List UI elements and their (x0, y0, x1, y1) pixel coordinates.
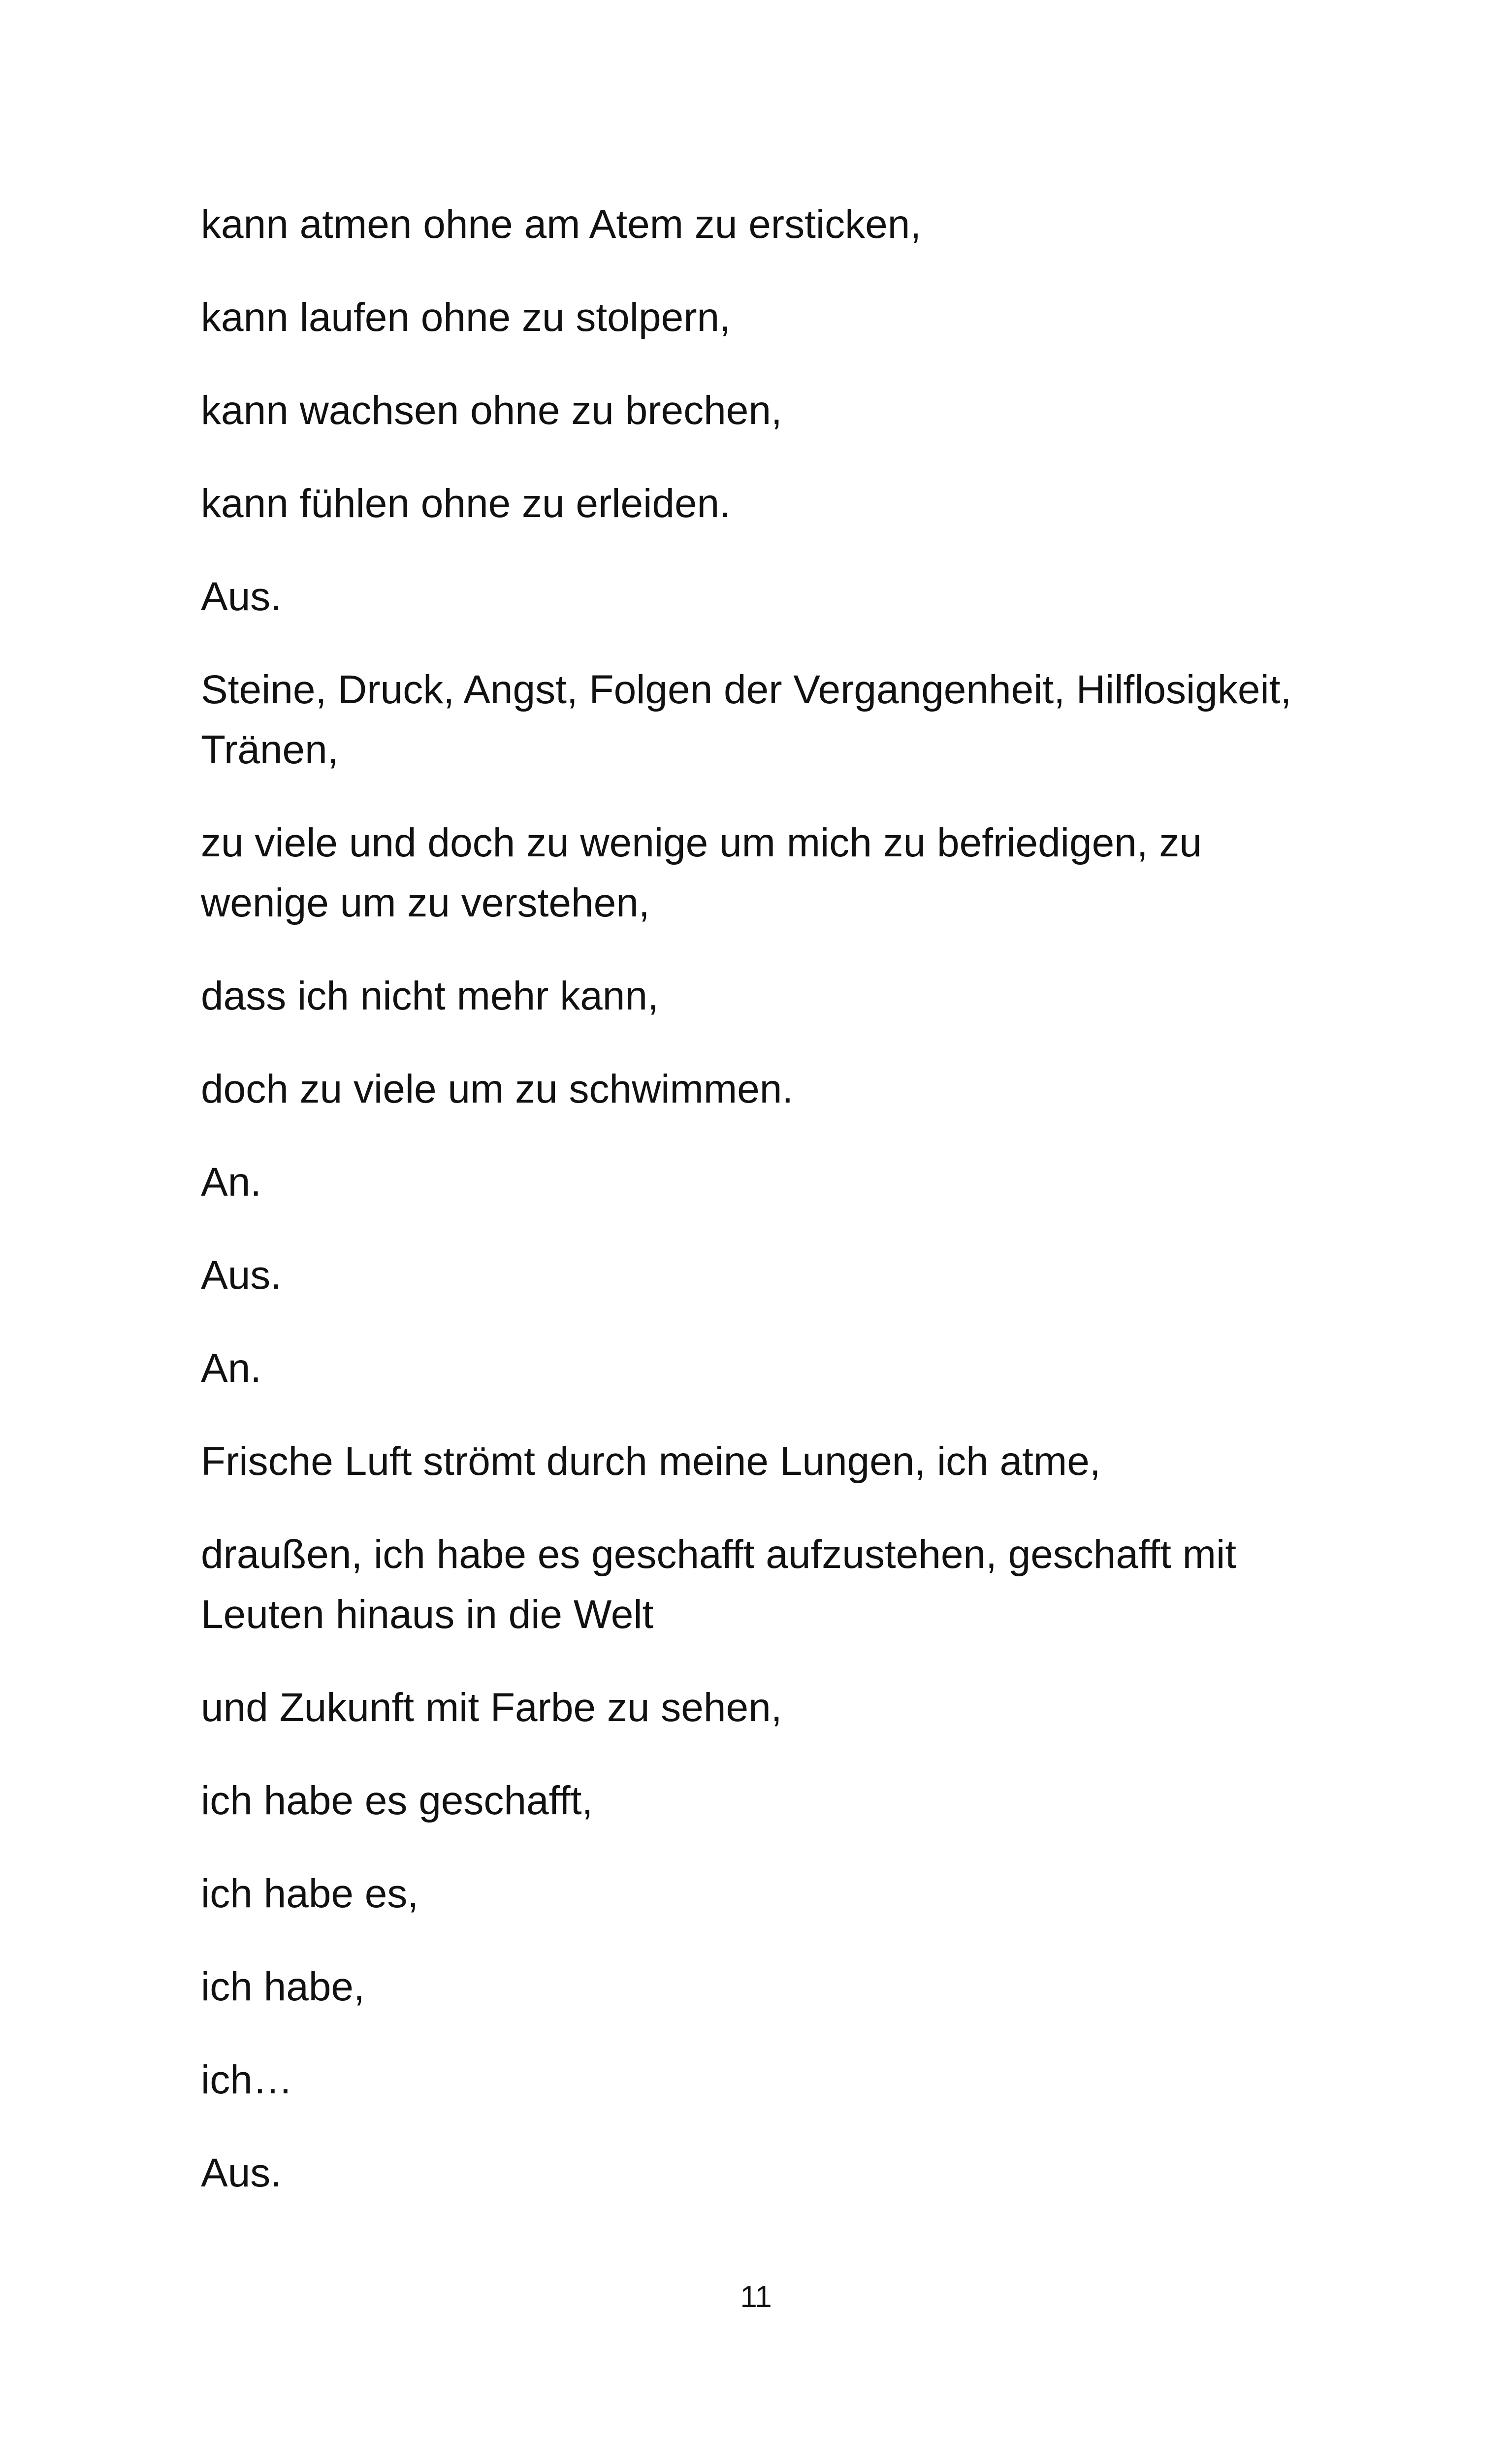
poem-line: An. (201, 1346, 262, 1391)
poem-line: Steine, Druck, Angst, Folgen der Vergangenheit, Hilflosigkeit, Tränen, (201, 667, 1292, 772)
poem-line: Aus. (201, 1253, 282, 1298)
poem-line: kann wachsen ohne zu brechen, (201, 388, 782, 433)
poem-line: ich habe, (201, 1964, 365, 2009)
poem-line: kann laufen ohne zu stolpern, (201, 295, 731, 340)
poem-line: dass ich nicht mehr kann, (201, 974, 659, 1018)
poem-line: draußen, ich habe es geschafft aufzustehen, geschafft mit Leuten hinaus in die Welt (201, 1532, 1236, 1637)
poem-line: Frische Luft strömt durch meine Lungen, ich atme, (201, 1439, 1101, 1484)
poem-body (201, 195, 1333, 2236)
poem-line: doch zu viele um zu schwimmen. (201, 1067, 794, 1111)
poem-line: ich… (201, 2057, 293, 2102)
poem-line: Aus. (201, 574, 282, 619)
poem-line: An. (201, 1160, 262, 1205)
poem-line: ich habe es geschafft, (201, 1778, 593, 1823)
page-number: 11 (740, 2280, 772, 2314)
poem-line: ich habe es, (201, 1871, 419, 1916)
poem-line: Aus. (201, 2150, 282, 2195)
poem-line: zu viele und doch zu wenige um mich zu befriedigen, zu wenige um zu verstehen, (201, 820, 1202, 925)
poem-line: kann atmen ohne am Atem zu ersticken, (201, 202, 922, 247)
poem-line: und Zukunft mit Farbe zu sehen, (201, 1685, 782, 1730)
poem-line: kann fühlen ohne zu erleiden. (201, 481, 731, 526)
